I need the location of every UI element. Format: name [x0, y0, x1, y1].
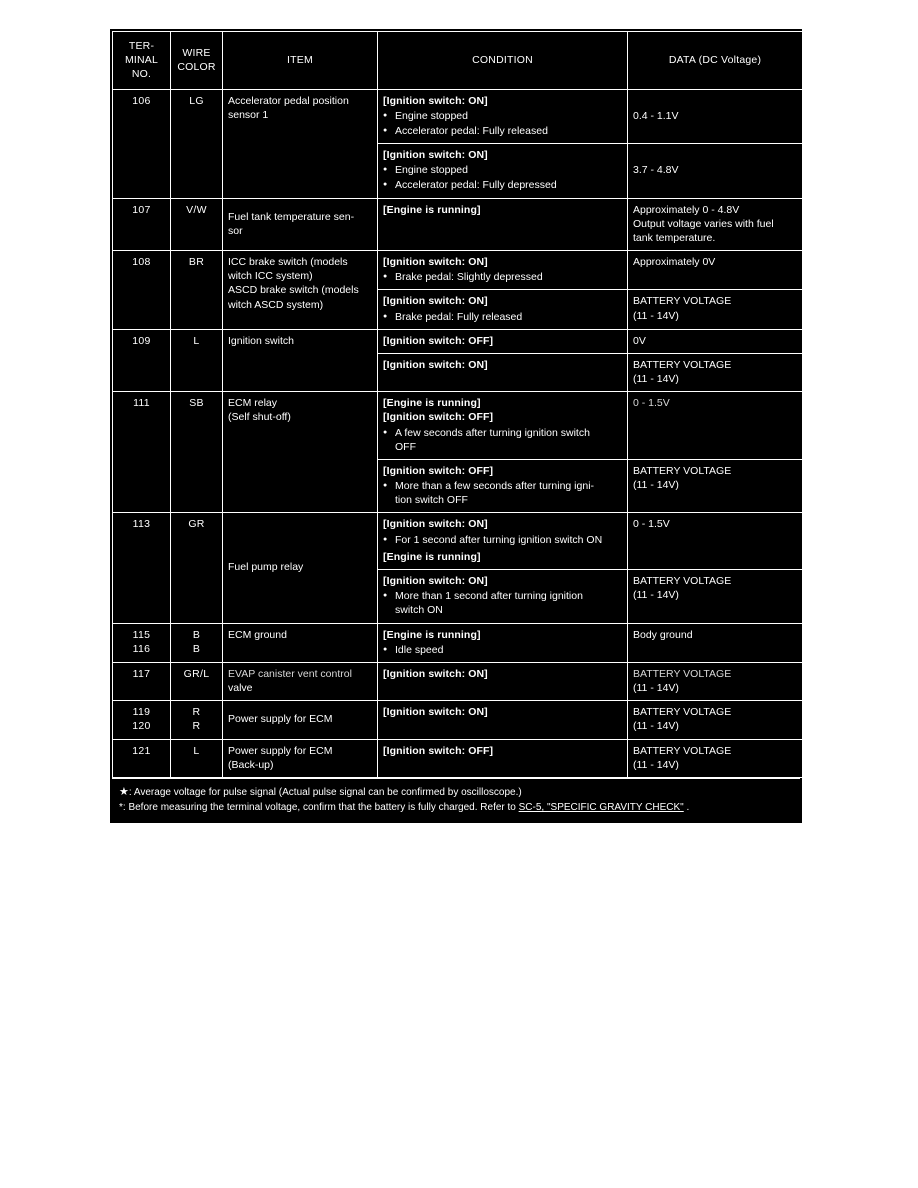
cell-condition: [Engine is running] [Ignition switch: OFF] ● A few seconds after turning ignition switch OFF [378, 392, 628, 460]
cell-wire-color: LG [171, 89, 223, 198]
cell-terminal-no: 107 [113, 198, 171, 251]
cell-condition: [Ignition switch: OFF] [378, 739, 628, 777]
table-header-row [113, 32, 803, 90]
cell-condition: [Ignition switch: ON] ● More than 1 second after turning ignition switch ON [378, 569, 628, 623]
condition-bullets: ● Engine stopped ● Accelerator pedal: Fully released [383, 109, 622, 138]
cell-condition: [Ignition switch: ON] [378, 353, 628, 391]
cell-wire-color: R R [171, 701, 223, 739]
star-icon: ★ [119, 785, 129, 798]
footnote-star: ★: Average voltage for pulse signal (Actual pulse signal can be confirmed by oscilloscope.) [119, 785, 522, 798]
cell-data: 0 - 1.5V [628, 392, 803, 460]
cell-terminal-no: 119 120 [113, 701, 171, 739]
cell-wire-color: V/W [171, 198, 223, 251]
table-row [113, 513, 803, 570]
cell-item: EVAP canister vent control valve [223, 662, 378, 700]
cell-condition: [Ignition switch: ON] ● Engine stopped ● Accelerator pedal: Fully depressed [378, 144, 628, 199]
cell-data: BATTERY VOLTAGE (11 - 14V) [628, 739, 803, 777]
cell-data: BATTERY VOLTAGE (11 - 14V) [628, 569, 803, 623]
table-row [113, 251, 803, 290]
cell-data: Approximately 0V [628, 251, 803, 290]
cell-condition: [Ignition switch: ON] ● Brake pedal: Slightly depressed [378, 251, 628, 290]
condition-bullets: ● Brake pedal: Slightly depressed [383, 270, 622, 284]
condition-bullets: ● A few seconds after turning ignition switch OFF [383, 426, 622, 454]
cell-wire-color: GR [171, 513, 223, 623]
cell-data: BATTERY VOLTAGE (11 - 14V) [628, 662, 803, 700]
cell-condition: [Ignition switch: ON] [378, 662, 628, 700]
cell-wire-color: BR [171, 251, 223, 330]
cell-item: Accelerator pedal position sensor 1 [223, 89, 378, 198]
condition-bullets: ● Brake pedal: Fully released [383, 310, 622, 324]
cell-condition: [Ignition switch: ON] ● Brake pedal: Fully released [378, 290, 628, 329]
cell-data: Body ground [628, 623, 803, 662]
cell-terminal-no: 109 [113, 329, 171, 392]
cell-data: Approximately 0 - 4.8V Output voltage varies with fuel tank temperature. [628, 198, 803, 251]
cell-wire-color: L [171, 329, 223, 392]
cell-terminal-no: 106 [113, 89, 171, 198]
header-terminal-no: TER- MINAL NO. [113, 32, 171, 90]
condition-bullets: ● For 1 second after turning ignition switch ON [383, 533, 622, 547]
cell-data: 0 - 1.5V [628, 513, 803, 570]
cell-item: ECM relay (Self shut-off) [223, 392, 378, 513]
cell-terminal-no: 115 116 [113, 623, 171, 662]
cell-item: ECM ground [223, 623, 378, 662]
reference-link-sc5[interactable]: SC-5, "SPECIFIC GRAVITY CHECK" [518, 802, 684, 814]
cell-terminal-no: 117 [113, 662, 171, 700]
cell-terminal-no: 121 [113, 739, 171, 777]
cell-wire-color: B B [171, 623, 223, 662]
condition-bullets: ● Engine stopped ● Accelerator pedal: Fully depressed [383, 163, 622, 192]
cell-terminal-no: 113 [113, 513, 171, 623]
table-row [113, 701, 803, 739]
cell-condition: [Engine is running] [378, 198, 628, 251]
cell-condition: [Ignition switch: ON] ● For 1 second after turning ignition switch ON [Engine is running] [378, 513, 628, 570]
table-row [113, 623, 803, 662]
table-row [113, 329, 803, 353]
condition-bullets: ● More than a few seconds after turning igni- tion switch OFF [383, 479, 622, 507]
table-row [113, 662, 803, 700]
cell-item: Power supply for ECM (Back-up) [223, 739, 378, 777]
table-footnotes [112, 778, 800, 822]
cell-item: Power supply for ECM [223, 701, 378, 739]
ecm-terminal-voltage-table [112, 31, 803, 778]
header-wire-color: WIRE COLOR [171, 32, 223, 90]
condition-bullets: ● More than 1 second after turning ignition switch ON [383, 589, 622, 617]
cell-wire-color: GR/L [171, 662, 223, 700]
cell-condition: [Engine is running] ● Idle speed [378, 623, 628, 662]
cell-condition: [Ignition switch: OFF] ● More than a few seconds after turning igni- tion switch OFF [378, 459, 628, 513]
cell-data: BATTERY VOLTAGE (11 - 14V) [628, 290, 803, 329]
cell-wire-color: SB [171, 392, 223, 513]
footnote-asterisk: *: Before measuring the terminal voltage, confirm that the battery is fully charged. Refer to SC-5, "SPECIFIC GRAVITY CHECK" . [119, 802, 690, 814]
cell-data: 3.7 - 4.8V [628, 144, 803, 199]
cell-condition: [Ignition switch: ON] [378, 701, 628, 739]
cell-data: 0V [628, 329, 803, 353]
cell-condition: [Ignition switch: ON] ● Engine stopped ● Accelerator pedal: Fully released [378, 89, 628, 144]
cell-item: Ignition switch [223, 329, 378, 392]
condition-bullets: ● Idle speed [383, 643, 622, 657]
table-row [113, 89, 803, 144]
cell-condition: [Ignition switch: OFF] [378, 329, 628, 353]
cell-terminal-no: 111 [113, 392, 171, 513]
table-row [113, 739, 803, 777]
cell-item: ICC brake switch (models witch ICC system) ASCD brake switch (models witch ASCD system) [223, 251, 378, 330]
header-condition: CONDITION [378, 32, 628, 90]
header-data: DATA (DC Voltage) [628, 32, 803, 90]
cell-data: BATTERY VOLTAGE (11 - 14V) [628, 353, 803, 391]
ecm-terminal-table-container [110, 29, 802, 823]
cell-data: BATTERY VOLTAGE (11 - 14V) [628, 459, 803, 513]
cell-data: BATTERY VOLTAGE (11 - 14V) [628, 701, 803, 739]
cell-item: Fuel tank temperature sen- sor [223, 198, 378, 251]
table-row [113, 198, 803, 251]
cell-terminal-no: 108 [113, 251, 171, 330]
cell-item: Fuel pump relay [223, 513, 378, 623]
cell-wire-color: L [171, 739, 223, 777]
table-row [113, 392, 803, 460]
cell-data: 0.4 - 1.1V [628, 89, 803, 144]
header-item: ITEM [223, 32, 378, 90]
